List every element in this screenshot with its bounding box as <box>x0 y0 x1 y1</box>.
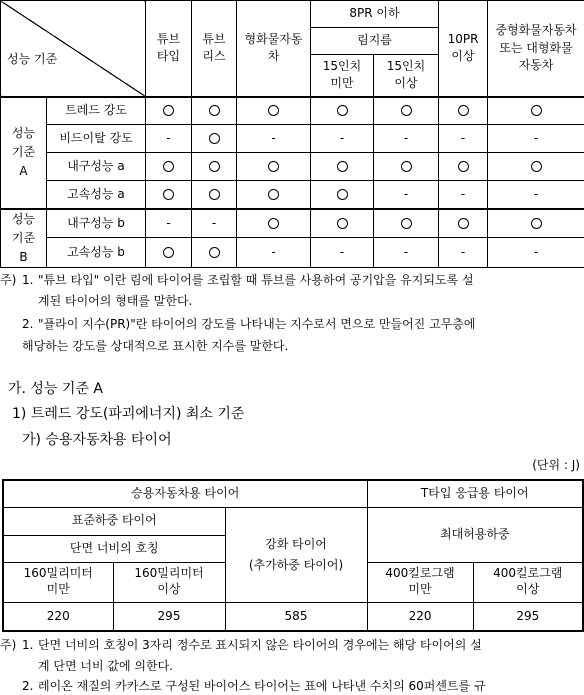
note-text: 단면 너비의 호칭이 3자리 정수로 표시되지 않은 타이어의 경우에는 해당 타이어의 설 <box>38 636 482 655</box>
cell-mark <box>374 97 439 125</box>
dash-mark: - <box>340 130 344 147</box>
cell-mark <box>237 181 311 209</box>
header-under-400: 400킬로그램 미만 <box>367 562 473 602</box>
circle-mark-icon <box>163 247 174 258</box>
dash-mark: - <box>534 130 538 147</box>
cell-mark <box>439 181 488 209</box>
circle-mark-icon <box>209 247 220 258</box>
cell-mark <box>146 125 192 153</box>
table-row <box>1 125 584 153</box>
circle-mark-icon <box>531 161 542 172</box>
table-row <box>3 602 583 631</box>
criteria-header-label: 성능 기준 <box>7 51 57 68</box>
note-text: "플라이 지수(PR)"란 타이어의 강도를 나타내는 지수로서 면으로 만들어진 고무층에 <box>38 315 475 334</box>
note-text: 레이온 재질의 카카스로 구성된 바이어스 타이어는 표에 나타낸 수치의 60퍼센트를 규 <box>38 677 486 695</box>
circle-mark-icon <box>337 161 348 172</box>
circle-mark-icon <box>209 105 220 116</box>
cell-mark <box>237 125 311 153</box>
note-text: 해당하는 강도를 상대적으로 표시한 지수를 말한다. <box>22 337 288 356</box>
dash-mark: - <box>461 130 465 147</box>
cell-mark <box>146 97 192 125</box>
circle-mark-icon <box>268 161 279 172</box>
cell-mark <box>146 153 192 181</box>
cell-mark <box>311 125 374 153</box>
circle-mark-icon <box>401 218 412 229</box>
cell-mark <box>192 181 237 209</box>
dash-mark: - <box>404 130 408 147</box>
dash-mark: - <box>212 215 216 232</box>
note-number: 1. <box>22 636 33 655</box>
note-number: 1. <box>22 271 33 290</box>
header-reinforced: 강화 타이어 (추가하중 타이어) <box>225 507 367 602</box>
header-over-160: 160밀리미터 이상 <box>113 562 225 602</box>
header-max-load: 최대허용하중 <box>367 507 583 562</box>
cell-mark <box>488 238 584 268</box>
note3-line2 <box>0 657 584 677</box>
header-over-15: 15인치 이상 <box>374 55 439 97</box>
cell-mark <box>374 153 439 181</box>
section-heading: 가. 성능 기준 A <box>8 378 103 398</box>
note-number: 2. <box>22 677 33 695</box>
cell-mark <box>311 97 374 125</box>
row-label: 고속성능 b <box>47 238 146 268</box>
cell-mark <box>439 97 488 125</box>
cell-mark <box>192 238 237 268</box>
dash-mark: - <box>166 215 170 232</box>
group-a-label: 성능 기준 A <box>1 97 47 209</box>
dash-mark: - <box>404 244 408 261</box>
circle-mark-icon <box>163 161 174 172</box>
unit-label: (단위 : J) <box>532 456 580 473</box>
header-car: 형화물자동 차 <box>237 1 311 97</box>
value-cell: 220 <box>3 602 113 631</box>
tire-criteria-table <box>0 0 584 268</box>
dash-mark: - <box>166 130 170 147</box>
row-label: 내구성능 a <box>47 153 146 181</box>
circle-mark-icon <box>268 189 279 200</box>
header-t-type: T타입 응급용 타이어 <box>367 480 583 507</box>
note-text: 계 단면 너비 값에 의한다. <box>38 657 173 676</box>
header-under-15: 15인치 미만 <box>311 55 374 97</box>
note1-line2 <box>0 292 584 312</box>
dash-mark: - <box>534 186 538 203</box>
value-cell: 220 <box>367 602 473 631</box>
cell-mark <box>374 238 439 268</box>
circle-mark-icon <box>401 105 412 116</box>
table-row <box>1 181 584 209</box>
subsection-heading: 1) 트레드 강도(파괴에너지) 최소 기준 <box>12 403 244 423</box>
cell-mark <box>146 238 192 268</box>
dash-mark: - <box>461 186 465 203</box>
note-prefix: 주) <box>0 636 16 655</box>
cell-mark <box>311 238 374 268</box>
circle-mark-icon <box>458 105 469 116</box>
cell-mark <box>488 97 584 125</box>
cell-mark <box>374 181 439 209</box>
header-rim-diameter: 림지름 <box>311 28 439 55</box>
header-passenger: 승용자동차용 타이어 <box>3 480 367 507</box>
header-10pr: 10PR 이상 <box>439 1 488 97</box>
row-label: 트레드 강도 <box>47 97 146 125</box>
dash-mark: - <box>340 244 344 261</box>
circle-mark-icon <box>337 105 348 116</box>
cell-mark <box>488 153 584 181</box>
note4-line1 <box>0 677 584 695</box>
header-tube-type: 튜브 타입 <box>146 1 192 97</box>
cell-mark <box>439 153 488 181</box>
header-section-width: 단면 너비의 호칭 <box>3 535 225 562</box>
dash-mark: - <box>271 130 275 147</box>
row-label: 고속성능 a <box>47 181 146 209</box>
cell-mark <box>488 209 584 238</box>
note2-line1 <box>0 315 584 335</box>
cell-mark <box>488 125 584 153</box>
circle-mark-icon <box>531 218 542 229</box>
circle-mark-icon <box>163 105 174 116</box>
tread-strength-table <box>2 479 584 632</box>
note3-line1 <box>0 636 584 656</box>
header-medium-large: 중형화물자동차 또는 대형화물 자동차 <box>488 1 584 97</box>
cell-mark <box>192 125 237 153</box>
circle-mark-icon <box>268 105 279 116</box>
circle-mark-icon <box>163 189 174 200</box>
circle-mark-icon <box>458 161 469 172</box>
cell-mark <box>488 181 584 209</box>
header-under-160: 160밀리미터 미만 <box>3 562 113 602</box>
circle-mark-icon <box>268 218 279 229</box>
note-text: 계된 타이어의 형태를 말한다. <box>38 292 192 311</box>
cell-mark <box>439 125 488 153</box>
cell-mark <box>237 209 311 238</box>
dash-mark: - <box>534 244 538 261</box>
note2-line2 <box>0 337 584 357</box>
value-cell: 295 <box>113 602 225 631</box>
circle-mark-icon <box>209 189 220 200</box>
cell-mark <box>311 209 374 238</box>
note-prefix: 주) <box>0 271 16 290</box>
circle-mark-icon <box>531 105 542 116</box>
cell-mark <box>311 153 374 181</box>
cell-mark <box>146 181 192 209</box>
circle-mark-icon <box>209 133 220 144</box>
circle-mark-icon <box>337 218 348 229</box>
row-label: 비드이탈 강도 <box>47 125 146 153</box>
dash-mark: - <box>461 244 465 261</box>
note-number: 2. <box>22 315 33 334</box>
circle-mark-icon <box>209 161 220 172</box>
cell-mark <box>237 97 311 125</box>
value-cell: 295 <box>473 602 583 631</box>
cell-mark <box>192 153 237 181</box>
dash-mark: - <box>271 244 275 261</box>
header-standard-load: 표준하중 타이어 <box>3 507 225 535</box>
note1-line1 <box>0 271 584 291</box>
cell-mark <box>374 209 439 238</box>
circle-mark-icon <box>401 161 412 172</box>
cell-mark <box>439 238 488 268</box>
table-row <box>1 209 584 238</box>
circle-mark-icon <box>337 189 348 200</box>
circle-mark-icon <box>458 218 469 229</box>
group-b-label: 성능 기준 B <box>1 209 47 268</box>
note-text: "튜브 타입" 이란 림에 타이어를 조립할 때 튜브를 사용하여 공기압을 유지되도록 설 <box>38 271 474 290</box>
cell-mark <box>237 238 311 268</box>
table-row <box>1 153 584 181</box>
dash-mark: - <box>404 186 408 203</box>
cell-mark <box>374 125 439 153</box>
value-cell: 585 <box>225 602 367 631</box>
header-8pr: 8PR 이하 <box>311 1 439 28</box>
cell-mark <box>311 181 374 209</box>
cell-mark <box>146 209 192 238</box>
cell-mark <box>192 97 237 125</box>
table-row <box>1 97 584 125</box>
row-label: 내구성능 b <box>47 209 146 238</box>
table-row <box>1 238 584 268</box>
header-over-400: 400킬로그램 이상 <box>473 562 583 602</box>
header-tubeless: 튜브 리스 <box>192 1 237 97</box>
cell-mark <box>237 153 311 181</box>
cell-mark <box>192 209 237 238</box>
cell-mark <box>439 209 488 238</box>
criteria-header-cell <box>1 1 146 97</box>
sub-subsection-heading: 가) 승용자동차용 타이어 <box>22 429 172 449</box>
